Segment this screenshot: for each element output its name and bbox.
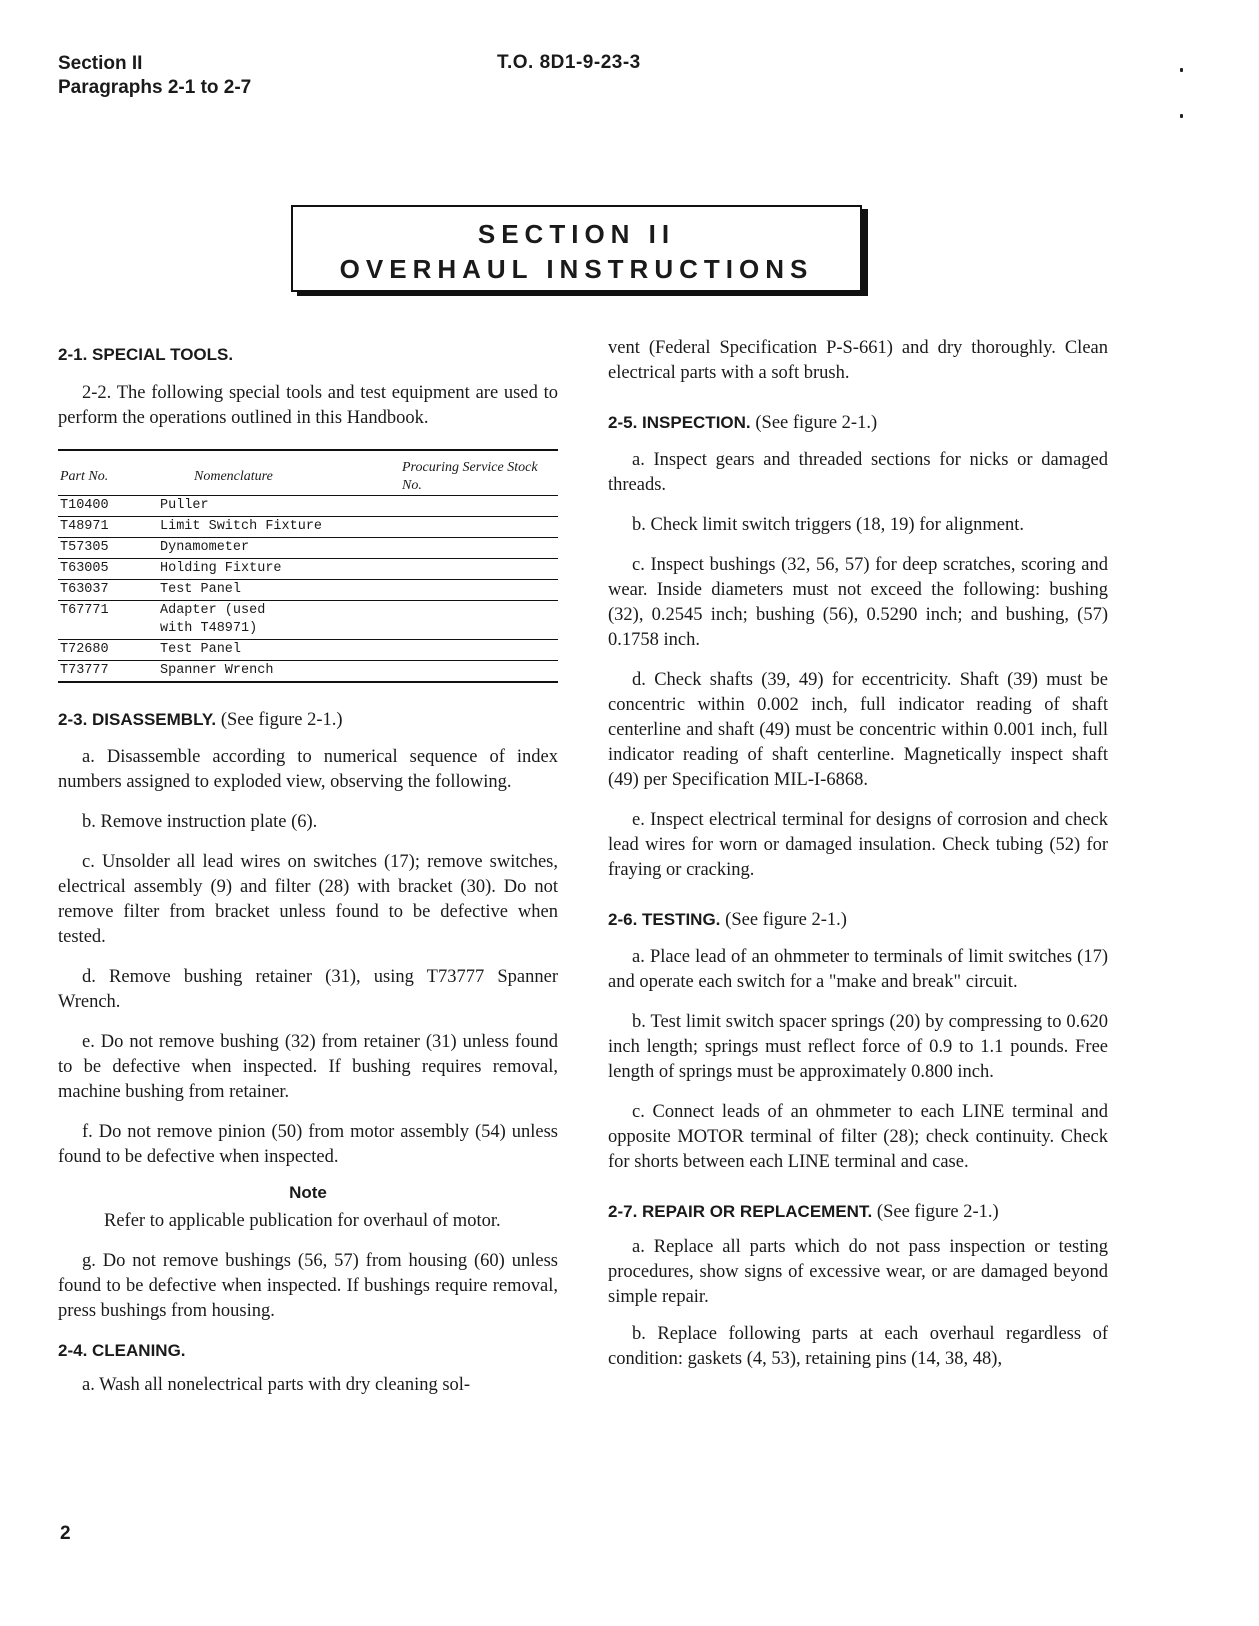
- table-row: T67771 Adapter (used with T48971): [58, 601, 558, 640]
- para-2-3-b: b. Remove instruction plate (6).: [82, 812, 318, 832]
- table-header-row: [58, 450, 558, 496]
- para-2-2: 2-2. The following special tools and test equipment are used to perform the operations outlined in this Handbook.: [58, 383, 558, 428]
- para-2-7-a: a. Replace all parts which do not pass inspection or testing procedures, show signs of excessive wear, or are damaged beyond simple repair.: [608, 1237, 1108, 1307]
- table-row: T72680 Test Panel: [58, 640, 558, 661]
- para-2-6-c: c. Connect leads of an ohmmeter to each LINE terminal and opposite MOTOR terminal of filter (28); check continuity. Check for shorts between each LINE terminal and case.: [608, 1102, 1108, 1172]
- note-text: Refer to applicable publication for overhaul of motor.: [104, 1211, 501, 1231]
- col-header-part-no: Part No.: [58, 450, 160, 496]
- col-header-nomenclature: Nomenclature: [160, 450, 384, 496]
- table-row: T10400 Puller: [58, 496, 558, 517]
- para-2-3-a: a. Disassemble according to numerical sequence of index numbers assigned to exploded view, observing the following.: [58, 747, 558, 792]
- table-row: T63005 Holding Fixture: [58, 559, 558, 580]
- heading-disassembly: 2-3. DISASSEMBLY. (See figure 2-1.): [58, 710, 343, 730]
- para-2-5-b: b. Check limit switch triggers (18, 19) for alignment.: [632, 515, 1025, 535]
- table-row: T73777 Spanner Wrench: [58, 661, 558, 683]
- para-2-3-g: g. Do not remove bushings (56, 57) from housing (60) unless found to be defective when inspected. If bushings require removal, press bushings from housing.: [58, 1251, 558, 1321]
- para-2-3-e: e. Do not remove bushing (32) from retainer (31) unless found to be defective when inspected. If bushing requires removal, machine bushing from retainer.: [58, 1032, 558, 1102]
- header-paragraphs: Paragraphs 2-1 to 2-7: [58, 77, 252, 98]
- col-header-stock-no: Procuring Service Stock No.: [384, 450, 558, 496]
- heading-inspection: 2-5. INSPECTION. (See figure 2-1.): [608, 413, 878, 433]
- para-2-6-b: b. Test limit switch spacer springs (20) by compressing to 0.620 inch length; springs must reflect force of 0.9 to 1.1 pounds. Free length of springs must be approximately 0.800 inch.: [608, 1012, 1108, 1082]
- special-tools-table: [58, 449, 558, 683]
- header-to-number: T.O. 8D1-9-23-3: [497, 52, 641, 73]
- para-2-5-d: d. Check shafts (39, 49) for eccentricity. Shaft (39) must be concentric within 0.002 inch, full indicator reading of shaft centerline and shaft (49) must be concentric within 0.001 inch, full indicator reading of shaft centerline. Magnetically inspect shaft (49) per Specification MIL-I-6868.: [608, 670, 1108, 790]
- table-row: T57305 Dynamometer: [58, 538, 558, 559]
- para-2-4-a-continued: vent (Federal Specification P-S-661) and dry thoroughly. Clean electrical parts with a soft brush.: [608, 338, 1108, 383]
- para-2-5-c: c. Inspect bushings (32, 56, 57) for deep scratches, scoring and wear. Inside diameters must not exceed the following: bushing (32), 0.2545 inch; bushing (56), 0.5290 inch; and bushing, (57) 0.1758 inch.: [608, 555, 1108, 650]
- para-2-7-b: b. Replace following parts at each overhaul regardless of condition: gaskets (4, 53), retaining pins (14, 38, 48),: [608, 1324, 1108, 1369]
- para-2-5-a: a. Inspect gears and threaded sections for nicks or damaged threads.: [608, 450, 1108, 495]
- heading-testing: 2-6. TESTING. (See figure 2-1.): [608, 910, 847, 930]
- section-subtitle: OVERHAUL INSTRUCTIONS: [339, 254, 814, 284]
- table-row: T48971 Limit Switch Fixture: [58, 517, 558, 538]
- table-row: T63037 Test Panel: [58, 580, 558, 601]
- page-number: 2: [60, 1523, 71, 1544]
- running-header-left: [58, 52, 251, 100]
- para-2-5-e: e. Inspect electrical terminal for designs of corrosion and check lead wires for worn or damaged insulation. Check tubing (52) for fraying or cracking.: [608, 810, 1108, 880]
- para-2-3-d: d. Remove bushing retainer (31), using T73777 Spanner Wrench.: [58, 967, 558, 1012]
- note-title: Note: [289, 1183, 327, 1202]
- para-2-6-a: a. Place lead of an ohmmeter to terminals of limit switches (17) and operate each switch for a "make and break" circuit.: [608, 947, 1108, 992]
- para-2-3-c: c. Unsolder all lead wires on switches (17); remove switches, electrical assembly (9) and filter (28) with bracket (30). Do not remove filter from bracket unless found to be defective when tested.: [58, 852, 558, 947]
- left-column: [58, 340, 558, 1398]
- right-column: [608, 336, 1108, 1372]
- heading-repair-replacement: 2-7. REPAIR OR REPLACEMENT. (See figure 2-1.): [608, 1202, 999, 1222]
- heading-cleaning: 2-4. CLEANING.: [58, 1341, 186, 1360]
- margin-mark: [1180, 68, 1183, 72]
- margin-mark: [1180, 114, 1183, 118]
- section-title: SECTION II: [477, 219, 676, 249]
- header-section: Section II: [58, 53, 143, 74]
- para-2-3-f: f. Do not remove pinion (50) from motor assembly (54) unless found to be defective when inspected.: [58, 1122, 558, 1167]
- section-title-box: [291, 205, 862, 292]
- para-2-4-a-start: a. Wash all nonelectrical parts with dry cleaning sol-: [82, 1375, 471, 1395]
- heading-special-tools: 2-1. SPECIAL TOOLS.: [58, 345, 234, 364]
